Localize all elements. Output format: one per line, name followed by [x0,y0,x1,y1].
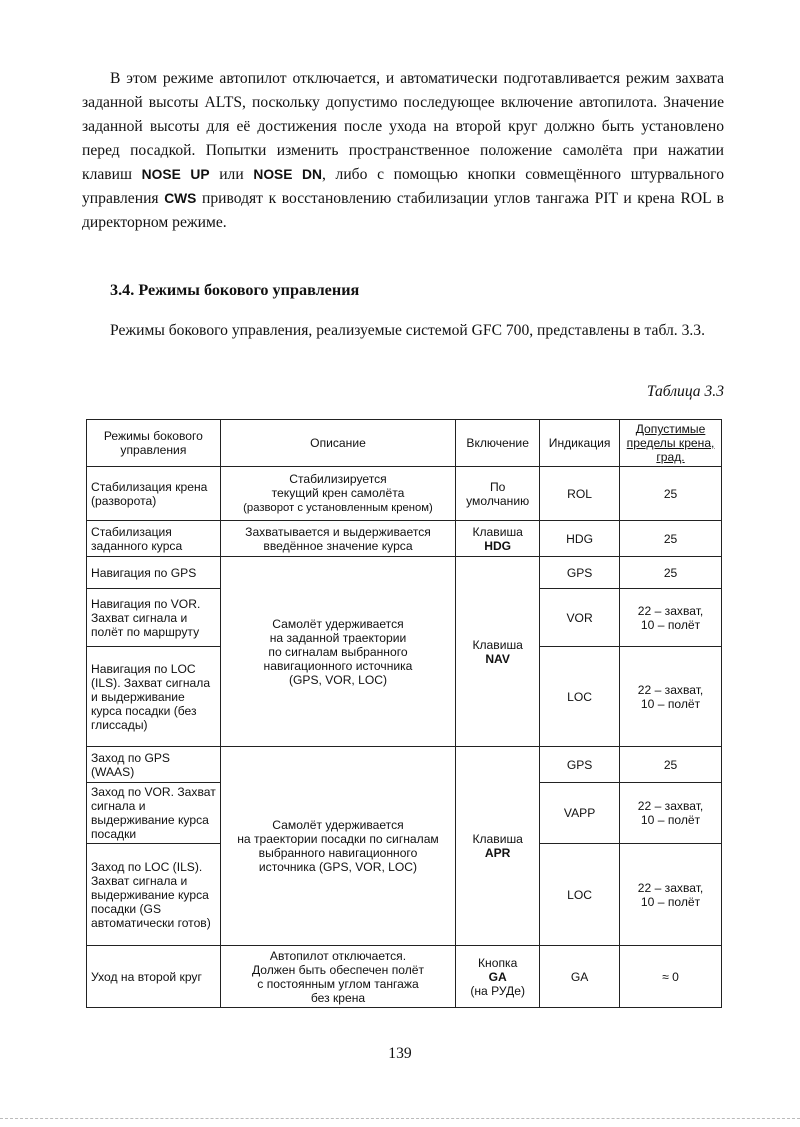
intro-text-4: приводят к восстановлению стабилизации углов тангажа PIT и крена ROL в директорном режиме. [82,190,725,231]
engage-cell: Клавиша HDG [456,521,540,557]
intro-text-2: или [209,166,254,183]
limit-cell: 25 [620,747,722,783]
header-indication: Индикация [540,420,620,467]
description-cell: Стабилизируется текущий крен самолёта (разворот с установленным креном) [220,467,455,521]
indication-cell: GPS [540,557,620,589]
mode-cell: Навигация по VOR. Захват сигнала и полёт по маршруту [87,589,221,647]
header-limits: Допустимые пределы крена, град. [620,420,722,467]
limit-cell: 25 [620,521,722,557]
indication-cell: ROL [540,467,620,521]
mode-cell: Заход по LOC (ILS). Захват сигнала и выдерживание курса посадки (GS автоматически готов) [87,844,221,946]
table-header-row [87,420,722,467]
header-mode: Режимы бокового управления [87,420,221,467]
indication-cell: LOC [540,647,620,747]
indication-cell: VAPP [540,783,620,844]
section-heading: 3.4. Режимы бокового управления [110,281,360,299]
table-row [87,946,722,1008]
mode-cell: Навигация по GPS [87,557,221,589]
key-cws: CWS [164,191,197,206]
indication-cell: GA [540,946,620,1008]
table-row [87,747,722,783]
description-cell: Самолёт удерживается на траектории посадки по сигналам выбранного навигационного источника (GPS, VOR, LOC) [220,747,455,946]
indication-cell: HDG [540,521,620,557]
table-row [87,521,722,557]
limit-cell: 22 – захват, 10 – полёт [620,589,722,647]
header-engage: Включение [456,420,540,467]
intro-text-1: В этом режиме автопилот отключается, и автоматически подготавливается режим захвата заданной высоты ALTS, поскольку допустимо последующее включение автопилота. Значение заданной высоты для её достижения после ухода на второй круг должно быть установлено перед посадкой. Попытки изменить пространственное положение самолёта при нажатии клавиш [82,70,724,183]
table-row [87,467,722,521]
page-number: 139 [388,1045,412,1062]
table-caption: Таблица 3.3 [646,383,724,400]
indication-cell: LOC [540,844,620,946]
description-cell: Захватывается и выдерживается введённое значение курса [220,521,455,557]
engage-cell: Клавиша APR [456,747,540,946]
engage-cell: Клавиша NAV [456,557,540,747]
mode-cell: Заход по VOR. Захват сигнала и выдерживание курса посадки [87,783,221,844]
limit-cell: 25 [620,557,722,589]
intro-paragraph [82,67,724,235]
indication-cell: VOR [540,589,620,647]
mode-cell: Стабилизация заданного курса [87,521,221,557]
limit-cell: 22 – захват, 10 – полёт [620,844,722,946]
limit-cell: ≈ 0 [620,946,722,1008]
mode-cell: Заход по GPS (WAAS) [87,747,221,783]
limit-cell: 22 – захват, 10 – полёт [620,647,722,747]
limit-cell: 22 – захват, 10 – полёт [620,783,722,844]
mode-cell: Стабилизация крена (разворота) [87,467,221,521]
indication-cell: GPS [540,747,620,783]
intro-text-3: , либо с помощью кнопки совмещённого штурвального управления [82,166,724,207]
engage-cell: По умолчанию [456,467,540,521]
description-cell: Автопилот отключается. Должен быть обеспечен полёт с постоянным углом тангажа без крена [220,946,455,1008]
engage-cell: Кнопка GA (на РУДе) [456,946,540,1008]
description-cell: Самолёт удерживается на заданной траектории по сигналам выбранного навигационного источника (GPS, VOR, LOC) [220,557,455,747]
limit-cell: 25 [620,467,722,521]
key-nose-up: NOSE UP [141,167,210,182]
bottom-divider [0,1118,800,1119]
table-row [87,557,722,589]
mode-cell: Уход на второй круг [87,946,221,1008]
key-nose-dn: NOSE DN [253,167,322,182]
lateral-modes-table [86,419,722,1008]
section-intro: Режимы бокового управления, реализуемые системой GFC 700, представлены в табл. 3.3. [110,322,705,339]
mode-cell: Навигация по LOC (ILS). Захват сигнала и выдерживание курса посадки (без глиссады) [87,647,221,747]
header-description: Описание [220,420,455,467]
